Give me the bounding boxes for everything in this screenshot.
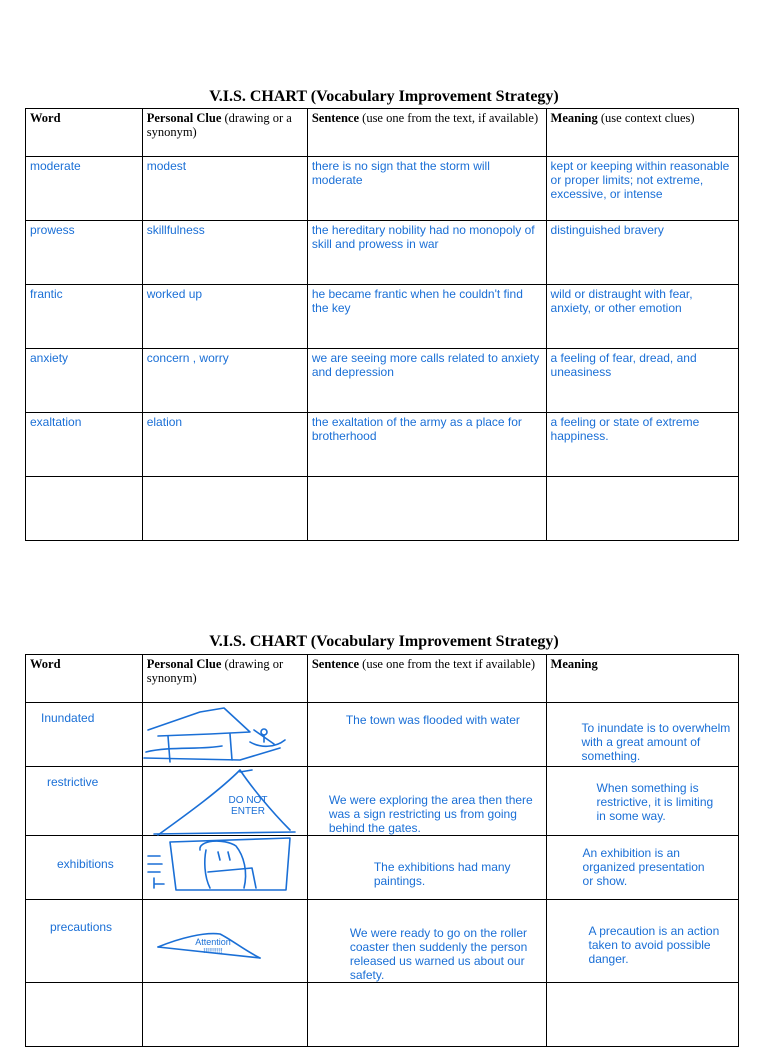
word-cell: restrictive — [26, 767, 143, 836]
table-row — [26, 221, 739, 285]
table-row-empty — [26, 983, 739, 1047]
empty-cell — [142, 477, 307, 541]
sentence-cell: The exhibitions had many paintings. — [307, 836, 546, 900]
vis-chart-2 — [25, 654, 739, 1047]
meaning-cell: a feeling of fear, dread, and uneasiness — [546, 349, 738, 413]
word-cell: exaltation — [26, 413, 143, 477]
meaning-cell: To inundate is to overwhelm with a great amount of something. — [546, 703, 738, 767]
empty-cell — [26, 983, 143, 1047]
sentence-cell: The town was flooded with water — [307, 703, 546, 767]
empty-cell — [142, 983, 307, 1047]
header-word: Word — [26, 655, 143, 703]
table-row — [26, 900, 739, 983]
vis-chart-1 — [25, 108, 739, 541]
sentence-cell: We were exploring the area then there was a sign restricting us from going behind the gates. — [307, 767, 546, 836]
sentence-cell: there is no sign that the storm will moderate — [307, 157, 546, 221]
meaning-cell: When something is restrictive, it is limiting in some way. — [546, 767, 738, 836]
clue-cell: skillfulness — [142, 221, 307, 285]
empty-cell — [26, 477, 143, 541]
personal-clue-drawings — [140, 700, 310, 970]
table-row-empty — [26, 477, 739, 541]
meaning-cell: wild or distraught with fear, anxiety, or other emotion — [546, 285, 738, 349]
word-cell: frantic — [26, 285, 143, 349]
word-cell: Inundated — [26, 703, 143, 767]
sentence-cell: the hereditary nobility had no monopoly of skill and prowess in war — [307, 221, 546, 285]
clue-cell: worked up — [142, 285, 307, 349]
meaning-cell: A precaution is an action taken to avoid possible danger. — [546, 900, 738, 983]
table-row — [26, 285, 739, 349]
meaning-cell: kept or keeping within reasonable or proper limits; not extreme, excessive, or intense — [546, 157, 738, 221]
header-word: Word — [26, 109, 143, 157]
empty-cell — [307, 983, 546, 1047]
attention-text: Attention — [195, 937, 231, 947]
word-cell: moderate — [26, 157, 143, 221]
sentence-cell: we are seeing more calls related to anxiety and depression — [307, 349, 546, 413]
table-row — [26, 767, 739, 836]
chart-2-title: V.I.S. CHART (Vocabulary Improvement Strategy) — [209, 633, 559, 650]
word-cell: prowess — [26, 221, 143, 285]
word-cell: precautions — [26, 900, 143, 983]
boat-drawing — [250, 729, 285, 746]
header-meaning: Meaning — [546, 655, 738, 703]
chart-1-title: V.I.S. CHART (Vocabulary Improvement Strategy) — [209, 88, 559, 105]
word-cell: anxiety — [26, 349, 143, 413]
meaning-cell: An exhibition is an organized presentation or show. — [546, 836, 738, 900]
meaning-cell: distinguished bravery — [546, 221, 738, 285]
meaning-cell: a feeling or state of extreme happiness. — [546, 413, 738, 477]
header-row — [26, 109, 739, 157]
empty-cell — [546, 477, 738, 541]
table-row — [26, 157, 739, 221]
header-personal-clue: Personal Clue (drawing or synonym) — [142, 655, 307, 703]
sentence-cell: We were ready to go on the roller coaster then suddenly the person released us warned us about our safety. — [307, 900, 546, 983]
do-not-enter-text: DO NOT ENTER — [228, 795, 268, 817]
empty-cell — [307, 477, 546, 541]
clue-cell: elation — [142, 413, 307, 477]
header-row — [26, 655, 739, 703]
header-personal-clue: Personal Clue (drawing or a synonym) — [142, 109, 307, 157]
table-row — [26, 349, 739, 413]
header-meaning: Meaning (use context clues) — [546, 109, 738, 157]
sentence-cell: he became frantic when he couldn't find the key — [307, 285, 546, 349]
house-flood-drawing — [144, 708, 280, 762]
table-row — [26, 413, 739, 477]
painting-frame-drawing — [148, 838, 290, 890]
sentence-cell: the exaltation of the army as a place for brotherhood — [307, 413, 546, 477]
header-sentence: Sentence (use one from the text if available) — [307, 655, 546, 703]
clue-cell: modest — [142, 157, 307, 221]
attention-marks: !!!!!!!!!! — [203, 948, 223, 955]
table-row — [26, 836, 739, 900]
empty-cell — [546, 983, 738, 1047]
table-row — [26, 703, 739, 767]
clue-cell: concern , worry — [142, 349, 307, 413]
header-sentence: Sentence (use one from the text, if available) — [307, 109, 546, 157]
word-cell: exhibitions — [26, 836, 143, 900]
